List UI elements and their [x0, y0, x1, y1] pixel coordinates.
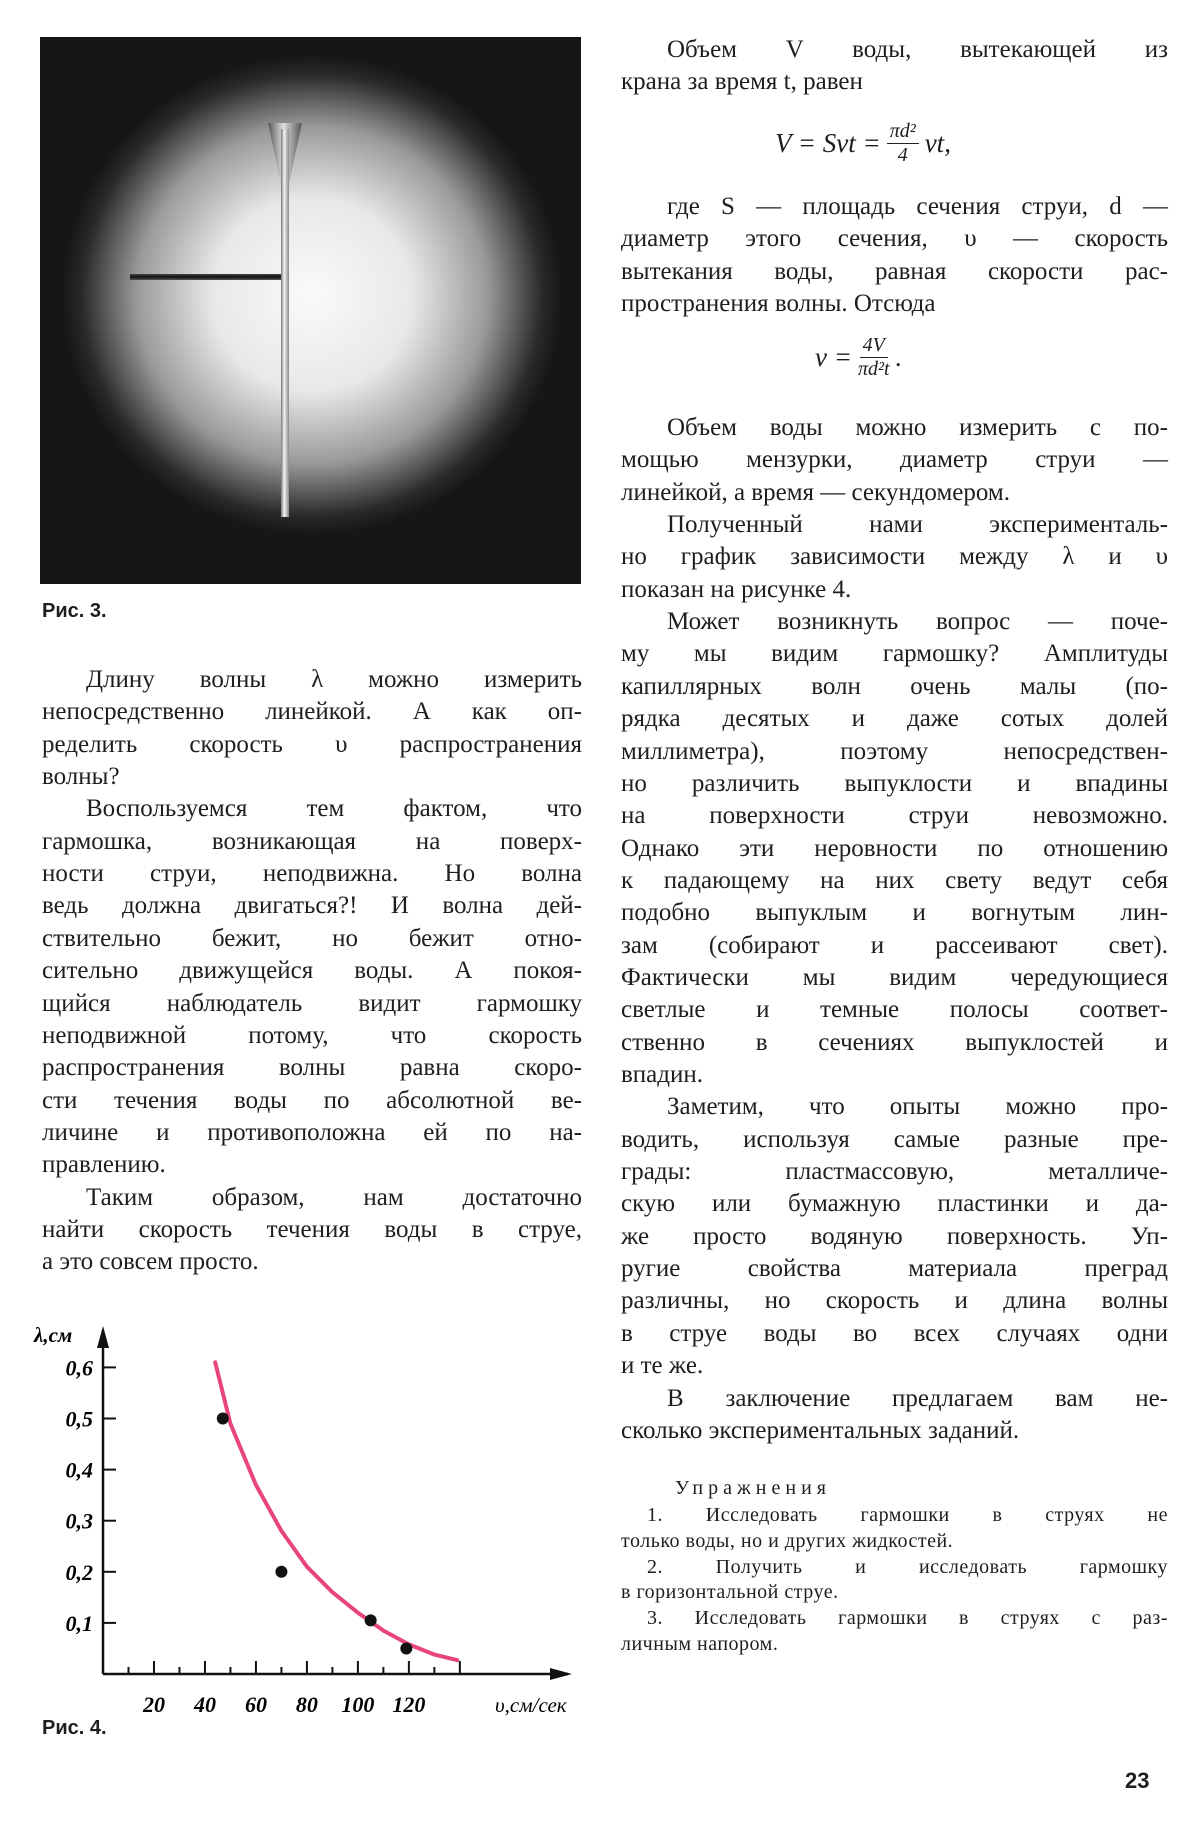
- fraction: [858, 334, 890, 381]
- y-tick-label: 0,6: [65, 1355, 93, 1381]
- y-axis-arrow-icon: [97, 1326, 109, 1348]
- text-line: Длину волны λ можно измерить: [86, 666, 582, 693]
- text-line: непосредственно линейкой. А как оп-: [42, 698, 582, 726]
- text-line: сколько экспериментальных заданий.: [621, 1416, 1020, 1444]
- figure-3-photo: [40, 37, 581, 584]
- text-line: гармошка, возникающая на поверх-: [42, 827, 582, 855]
- x-tick-label: 100: [341, 1692, 375, 1717]
- text-line: Таким образом, нам достаточно: [86, 1183, 582, 1211]
- text-line: Полученный нами эксперименталь-: [667, 511, 1168, 539]
- y-tick-label: 0,1: [65, 1610, 93, 1636]
- text-line: Может возникнуть вопрос — поче-: [667, 608, 1168, 636]
- text-line: миллиметра), поэтому непосредствен-: [621, 737, 1168, 765]
- text-line: сительно движущейся воды. А покоя-: [42, 957, 582, 985]
- x-axis-arrow-icon: [550, 1668, 572, 1680]
- text-line: крана за время t, равен: [621, 68, 863, 96]
- numerator: 4V: [860, 334, 888, 358]
- denominator: 4: [897, 144, 908, 166]
- y-tick-label: 0,2: [65, 1559, 93, 1585]
- text-line: распространения волны равна скоро-: [42, 1054, 582, 1082]
- text-line: линейкой, а время — секундомером.: [621, 478, 1010, 506]
- text-line: Фактически мы видим чередующиеся: [621, 963, 1168, 991]
- fraction: [887, 120, 919, 167]
- text-line: светлые и темные полосы соответ-: [621, 996, 1168, 1024]
- text-line: неподвижной потому, что скорость: [42, 1021, 582, 1049]
- text-line: В заключение предлагаем вам не-: [667, 1384, 1168, 1412]
- x-axis-label: υ,см/сек: [495, 1693, 567, 1717]
- text-line: к падающему на них свету ведут себя: [621, 866, 1168, 894]
- text-line: грады: пластмассовую, металличе-: [621, 1158, 1168, 1186]
- text-line: Заметим, что опыты можно про-: [667, 1093, 1168, 1121]
- text-line: мощью мензурки, диаметр струи —: [621, 446, 1168, 474]
- x-tick-label: 60: [244, 1692, 267, 1717]
- formula-rhs: .: [895, 342, 903, 372]
- fit-curve: [215, 1362, 457, 1660]
- data-point: [275, 1566, 287, 1578]
- text-line: правлению.: [42, 1151, 166, 1179]
- figure-4-chart: [0, 1310, 600, 1760]
- text-line: ведь должна двигаться?! И волна дей-: [42, 892, 582, 920]
- figure-3-caption: Рис. 3.: [42, 600, 107, 622]
- text-line: ределить скорость υ распространения: [42, 730, 582, 758]
- text-line: в струе воды во всех случаях одни: [621, 1319, 1168, 1347]
- text-line: волны?: [42, 763, 120, 791]
- text-line: но график зависимости между λ и υ: [621, 543, 1168, 571]
- text-line: ствительно бежит, но бежит отно-: [42, 924, 582, 952]
- text-line: 2. Получить и исследовать гармошку: [647, 1555, 1168, 1578]
- formula-volume: [775, 120, 951, 167]
- text-line: водить, используя самые разные пре-: [621, 1125, 1168, 1153]
- text-line: подобно выпуклым и вогнутым лин-: [621, 899, 1168, 927]
- data-point: [365, 1614, 377, 1626]
- formula-velocity: [815, 334, 902, 381]
- text-line: показан на рисунке 4.: [621, 575, 852, 603]
- x-tick-label: 80: [295, 1692, 318, 1717]
- text-line: ругие свойства материала преград: [621, 1255, 1168, 1283]
- y-axis-label: λ,см: [34, 1323, 73, 1347]
- y-tick-label: 0,5: [65, 1406, 93, 1432]
- formula-lhs: v =: [815, 342, 852, 372]
- text-line: 1. Исследовать гармошки в струях не: [647, 1504, 1168, 1526]
- barrier-plate: [130, 274, 285, 280]
- text-line: где S — площадь сечения струи, d —: [667, 193, 1168, 220]
- text-line: личине и противоположна ей по на-: [42, 1118, 582, 1146]
- text-line: Воспользуемся тем фактом, что: [86, 795, 582, 823]
- numerator: πd²: [887, 120, 919, 144]
- text-line: найти скорость течения воды в струе,: [42, 1215, 582, 1243]
- x-tick-label: 20: [142, 1692, 165, 1717]
- text-line: диаметр этого сечения, υ — скорость: [621, 225, 1168, 253]
- y-tick-label: 0,3: [65, 1508, 93, 1534]
- text-line: рядка десятых и даже сотых долей: [621, 705, 1168, 733]
- data-point: [400, 1642, 412, 1654]
- figure-4-caption: Рис. 4.: [42, 1717, 107, 1739]
- text-line: различны, но скорость и длина волны: [621, 1287, 1168, 1315]
- text-line: зам (собирают и рассеивают свет).: [621, 931, 1168, 959]
- text-line: 3. Исследовать гармошки в струях с раз-: [647, 1607, 1168, 1630]
- text-line: же просто водяную поверхность. Уп-: [621, 1222, 1168, 1250]
- text-line: и те же.: [621, 1352, 704, 1380]
- text-line: личным напором.: [621, 1633, 779, 1655]
- page-number: 23: [1125, 1768, 1150, 1793]
- text-line: ственно в сечениях выпуклостей и: [621, 1028, 1168, 1056]
- text-line: сти течения воды по абсолютной ве-: [42, 1086, 582, 1114]
- denominator: πd²t: [857, 358, 890, 380]
- text-line: Однако эти неровности по отношению: [621, 834, 1168, 862]
- text-line: но различить выпуклости и впадины: [621, 769, 1168, 797]
- water-jet: [281, 129, 289, 517]
- text-line: в горизонтальной струе.: [621, 1581, 839, 1604]
- text-line: щийся наблюдатель видит гармошку: [42, 989, 582, 1017]
- text-line: капиллярных волн очень малы (по-: [621, 672, 1168, 700]
- formula-rhs: vt,: [924, 128, 951, 158]
- text-line: вытекания воды, равная скорости рас-: [621, 257, 1168, 285]
- y-tick-label: 0,4: [65, 1457, 93, 1483]
- text-line: Объем V воды, вытекающей из: [667, 36, 1168, 63]
- text-line: ности струи, неподвижна. Но волна: [42, 860, 582, 888]
- text-line: Объем воды можно измерить с по-: [667, 414, 1168, 441]
- text-line: му мы видим гармошку? Амплитуды: [621, 640, 1168, 668]
- text-line: а это совсем просто.: [42, 1248, 259, 1276]
- formula-lhs: V = Svt =: [775, 128, 881, 158]
- x-tick-label: 40: [193, 1692, 216, 1717]
- exercises-title: Упражнения: [675, 1477, 831, 1499]
- text-line: пространения волны. Отсюда: [621, 290, 936, 318]
- text-line: впадин.: [621, 1061, 704, 1088]
- text-line: на поверхности струи невозможно.: [621, 802, 1168, 830]
- x-tick-label: 120: [392, 1692, 426, 1717]
- data-point: [217, 1413, 229, 1425]
- text-line: скую или бумажную пластинки и да-: [621, 1190, 1168, 1218]
- text-line: только воды, но и других жидкостей.: [621, 1529, 954, 1552]
